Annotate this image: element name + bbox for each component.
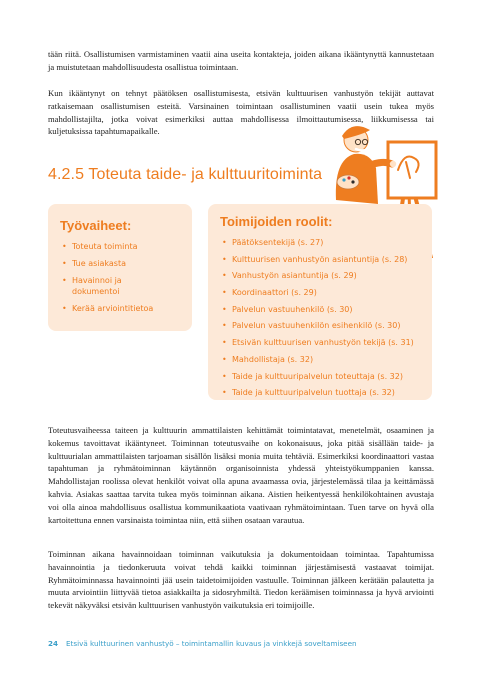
work-phases-heading: Työvaiheet: <box>60 218 132 233</box>
list-item-label: Kulttuurisen vanhustyön asiantuntija (s. 28) <box>232 254 408 264</box>
list-item <box>220 354 420 365</box>
paragraph-participation: Kun ikääntynyt on tehnyt päätöksen osallistumisesta, etsivän kulttuurisen vanhustyön tekijät auttavat ratkaisemaan osallistumisen esteitä. Varsinainen toimintaan osallistuminen vaatii usein tukea myös mahdollistajilta, jotka voivat esimerkiksi auttaa mahdollisessa ilmoittautumisessa, liikkumisessa tai kuljetuksissa tapahtumapaikalle. <box>48 88 434 137</box>
list-item-label: Toteuta toiminta <box>72 242 138 251</box>
list-item <box>220 337 420 348</box>
paragraph-intro: tään riitä. Osallistumisen varmistaminen vaatii aina useita kontakteja, joiden aikana ikääntynyttä kannustetaan ja muistutetaan mahdollisuudesta osallistua toimintaan. <box>48 49 434 72</box>
bullet-icon: • <box>222 238 227 247</box>
list-item-label: Päätöksentekijä (s. 27) <box>232 238 324 247</box>
footer-text: Etsivä kulttuurinen vanhustyö – toimintamallin kuvaus ja vinkkejä soveltamiseen <box>66 639 357 648</box>
bullet-icon: • <box>222 354 227 364</box>
list-item <box>220 387 420 398</box>
bullet-icon: • <box>222 304 227 314</box>
list-item <box>220 287 420 298</box>
actor-roles-box <box>208 204 432 400</box>
list-item <box>220 237 420 248</box>
page-number: 24 <box>48 639 59 648</box>
bullet-icon: • <box>62 242 67 251</box>
list-item-label: Etsivän kulttuurisen vanhustyön tekijä (s. 31) <box>232 338 414 348</box>
list-item-label: Vanhustyön asiantuntija (s. 29) <box>232 271 357 281</box>
list-item-label: Havainnoi ja dokumentoi <box>72 276 122 296</box>
list-item-label: Taide ja kulttuuripalvelun tuottaja (s. 32) <box>232 388 395 398</box>
paragraph-evaluation: Toiminnan aikana havainnoidaan toiminnan vaikutuksia ja dokumentoidaan toimintaa. Tapahtumissa havainnointia ja tiedonkeruuta voivat tehdä kaikki toiminnan järjestämisestä vastaavat toimijat. Ryhmätoiminnassa havainnointi jää usein taidetoimijoiden vastuulle. Toiminnan jälkeen kerätään palautetta ja muuta arviointiin liittyvää tietoa asiakkailta ja sidosryhmiltä. Tiedon keräämisen toiminnassa ja hyvä arviointi tekevät näkyväksi etsivän kulttuurisen vanhustyön vaikutuksia eri toimijoille. <box>48 549 434 611</box>
bullet-icon: • <box>222 254 227 264</box>
work-phases-box <box>48 204 192 331</box>
paragraph-implementation: Toteutusvaiheessa taiteen ja kulttuurin ammattilaisten kehittämät toimintatavat, menetelmät, osaaminen ja kokemus tavoittavat ikääntyneet. Toiminnan toteutusvaihe on kokonaisuus, joka pitää sisällään taide- ja kulttuurialan ammattilaisten tarjoaman sisällön lisäksi monia muita tehtäviä. Esimerkiksi koordinaattori vastaa tapahtuman ja ryhmätoiminnan käytännön organisoinnista yhdessä yhteistyökumppanien kanssa. Mahdollistajan roolissa olevat henkilöt voivat olla apuna avaamassa ovia, järjestelemässä tilaa ja keittämässä kahvia. Asiakas saattaa tarvita tukea myös toiminnan aikana. Aistien heikentyessä henkilökohtainen avustaja voi olla ainoa mahdollisuus osallistua kommunikaatiota vaativaan ryhmätoimintaan. Tuen tarve on hyvä olla kartoitettuna ennen varsinaista toimintaa niin, että siihen osataan varautua. <box>48 425 434 525</box>
bullet-icon: • <box>222 388 227 398</box>
bullet-icon: • <box>222 321 227 331</box>
page-footer <box>48 639 357 648</box>
bullet-icon: • <box>222 371 227 381</box>
actor-roles-heading: Toimijoiden roolit: <box>220 214 333 229</box>
list-item <box>220 371 420 382</box>
list-item-label: Koordinaattori (s. 29) <box>232 288 317 298</box>
list-item <box>220 304 420 315</box>
list-item <box>60 303 180 314</box>
list-item <box>220 270 420 281</box>
list-item-label: Kerää arviointitietoa <box>72 304 154 313</box>
list-item-label: Taide ja kulttuuripalvelun toteuttaja (s. 32) <box>232 371 403 381</box>
list-item <box>60 258 180 269</box>
list-item <box>60 241 180 252</box>
list-item <box>220 320 420 331</box>
list-item-label: Palvelun vastuuhenkilö (s. 30) <box>232 304 353 314</box>
work-phases-list <box>60 241 180 314</box>
bullet-icon: • <box>222 288 227 298</box>
list-item-label: Mahdollistaja (s. 32) <box>232 354 314 364</box>
list-item-label: Palvelun vastuuhenkilön esihenkilö (s. 30) <box>232 321 401 331</box>
list-item <box>220 254 420 265</box>
bullet-icon: • <box>62 304 67 313</box>
actor-roles-list <box>220 237 420 398</box>
bullet-icon: • <box>62 276 67 285</box>
bullet-icon: • <box>222 338 227 348</box>
bullet-icon: • <box>62 259 67 268</box>
list-item-label: Tue asiakasta <box>72 259 127 268</box>
list-item <box>60 275 150 297</box>
bullet-icon: • <box>222 271 227 281</box>
section-title: 4.2.5 Toteuta taide- ja kulttuuritoiminta <box>48 166 323 183</box>
